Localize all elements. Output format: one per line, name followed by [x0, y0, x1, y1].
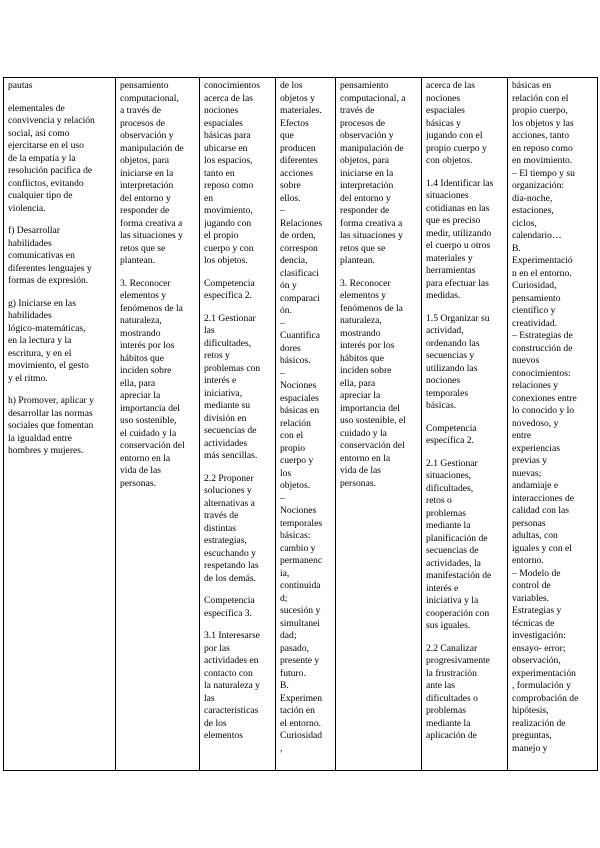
paragraph: 3. Reconocer elementos y fenómenos de la naturaleza, mostrando interés por los hábitos que inciden sobre ella, para apreciar la importancia del uso sostenible, el cuidado y la conservación del entorno en la vida de las personas. [120, 277, 185, 489]
paragraph: 3.1 Interesarse por las actividades en contacto con la naturaleza y las características de los elementos [204, 630, 260, 741]
paragraph: pensamiento computacional, a través de procesos de observación y manipulación de objetos, para iniciarse en la interpretación del entorno y responder de forma creativa a las situaciones y retos que se plantean. [340, 80, 406, 266]
paragraph: básicas en relación con el propio cuerpo, los objetos y las acciones, tanto en reposo como en movimiento. – El tiempo y su organización: día-noche, estaciones, ciclos, calendario… B. Experimentació n en el entorno. Curiosidad, pensamiento científico y creatividad. – Estrategias de construcción de nuevos conocimientos: relaciones y conexiones entre lo conocido y lo novedoso, y entre experiencias previas y nuevas; andamiaje e interacciones de calidad con las personas adultas, con iguales y con el entorno. – Modelo de control de variables. Estrategias y técnicas de investigación: ensayo- error; observación, experimentación , formulación y comprobación de hipótesis, realización de preguntas, manejo y [512, 80, 579, 754]
paragraph: 2.1 Gestionar situaciones, dificultades, retos o problemas mediante la planificación de secuencias de actividades, la manifestación de interés e iniciativa y la cooperación con sus iguales. [426, 457, 492, 631]
paragraph: 2.2 Canalizar progresivamente la frustración ante las dificultades o problemas mediante la aplicación de [426, 642, 490, 741]
table-cell-criteria-2 [422, 78, 508, 771]
paragraph: 2.1 Gestionar las dificultades, retos y problemas con interés e iniciativa, mediante su división en secuencias de actividades más sencillas. [204, 312, 261, 461]
table-cell-knowledge [276, 78, 336, 771]
cell-content [280, 80, 332, 755]
table-row [4, 78, 598, 771]
paragraph: pensamiento computacional, a través de procesos de observación y manipulación de objetos, para iniciarse en la interpretación del entorno y responder de forma creativa a las situaciones y retos que se plantean. [120, 80, 184, 266]
cell-content [120, 80, 196, 500]
cell-content [340, 80, 418, 500]
paragraph: 1.4 Identificar las situaciones cotidianas en las que es preciso medir, utilizando el cuerpo u otros materiales y herramientas para efectuar las medidas. [426, 177, 494, 301]
paragraph: 1.5 Organizar su actividad, ordenando las secuencias y utilizando las nociones temporales básicas. [426, 312, 490, 411]
paragraph: elementales de convivencia y relación social, así como ejercitarse en el uso de la empatía y la resolución pacífica de conflictos, evitando cualquier tipo de violencia. [8, 102, 95, 214]
paragraph: acerca de las nociones espaciales básicas y jugando con el propio cuerpo y con objetos. [426, 80, 487, 166]
paragraph: 2.2 Proponer soluciones y alternativas a través de distintas estrategias, escuchando y respetando las de los demás. [204, 472, 259, 584]
paragraph: conocimientos acerca de las nociones espaciales básicas para ubicarse en los espacios, tanto en reposo como en movimiento, jugando con el propio cuerpo y con los objetos. [204, 80, 260, 266]
paragraph: Competencia específica 3. [204, 595, 255, 619]
cell-content [512, 80, 594, 755]
paragraph: g) Iniciarse en las habilidades lógico-matemáticas, en la lectura y la escritura, y en el movimiento, el gesto y el ritmo. [8, 297, 89, 384]
cell-content [204, 80, 272, 743]
paragraph: Competencia específica 2. [204, 277, 255, 301]
paragraph: h) Promover, aplicar y desarrollar las normas sociales que fomentan la igualdad entre hombres y mujeres. [8, 395, 94, 456]
paragraph: 3. Reconocer elementos y fenómenos de la naturaleza, mostrando interés por los hábitos que inciden sobre ella, para apreciar la importancia del uso sostenible, el cuidado y la conservación del entorno en la vida de las personas. [340, 277, 406, 489]
paragraph: pautas [8, 80, 33, 91]
table-cell-knowledge-2 [508, 78, 598, 771]
cell-content [8, 80, 112, 468]
table-cell-competencies-2 [336, 78, 422, 771]
paragraph: Competencia específica 2. [426, 422, 477, 446]
table-cell-criteria [200, 78, 276, 771]
curriculum-table [3, 77, 598, 771]
table-cell-objectives [4, 78, 116, 771]
paragraph: f) Desarrollar habilidades comunicativas en diferentes lenguajes y formas de expresión. [8, 225, 92, 286]
cell-content [426, 80, 504, 743]
table-cell-competencies [116, 78, 200, 771]
paragraph: de los objetos y materiales. Efectos que producen diferentes acciones sobre ellos. – Relaciones de orden, correspon dencia, clasificaci ón y comparaci ón. – Cuantifica dores básicos. – Nociones espaciales básicas en relación con el propio cuerpo y los objetos. – Nociones temporales básicas: cambio y permanenc ia, continuida d; sucesión y simultanei dad; pasado, presente y futuro. B. Experimen tación en el entorno. Curiosidad , [280, 80, 323, 754]
